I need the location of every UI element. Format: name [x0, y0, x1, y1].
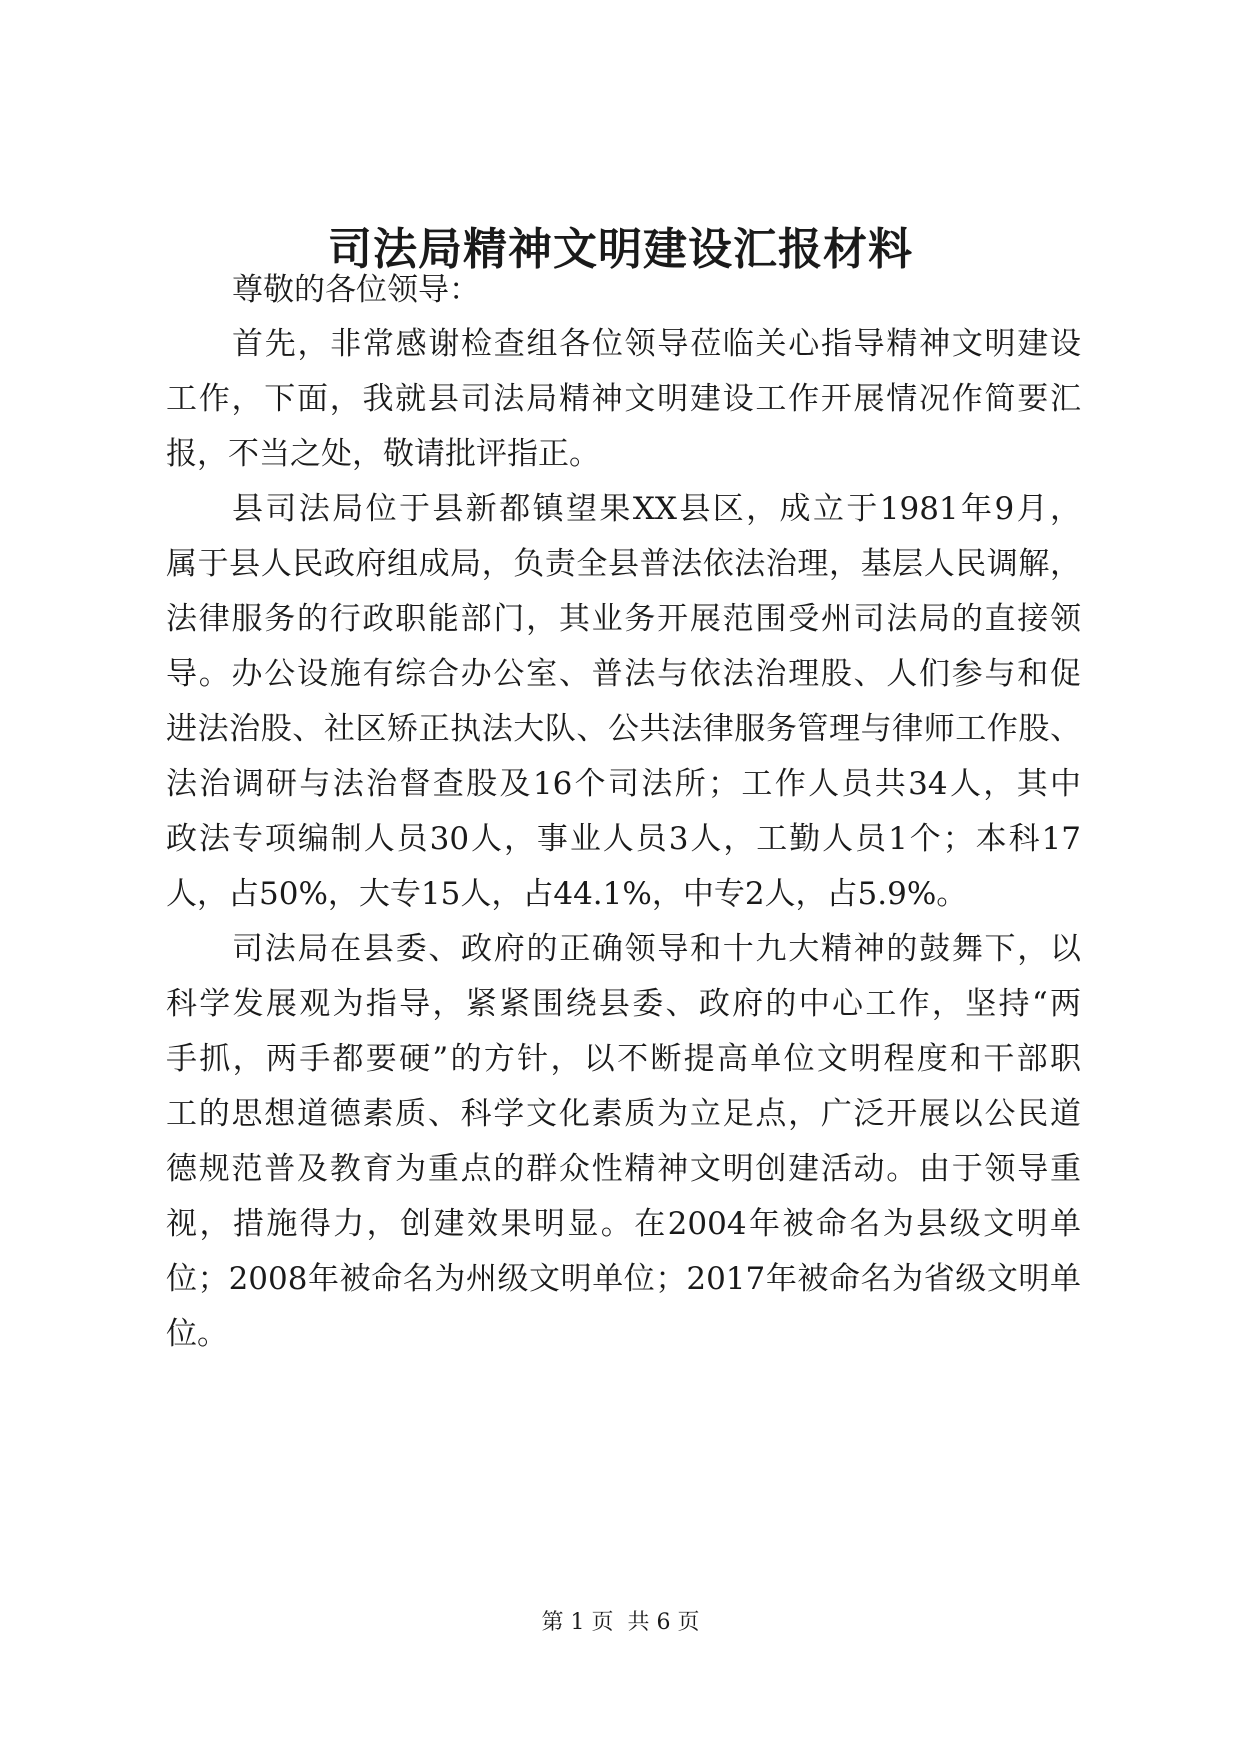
paragraph-line: 进法治股、社区矫正执法大队、公共法律服务管理与律师工作股、	[166, 711, 1081, 747]
paragraph-line: 手抓，两手都要硬”的方针，以不断提高单位文明程度和干部职	[166, 1041, 1081, 1077]
paragraph-line: 科学发展观为指导，紧紧围绕县委、政府的中心工作，坚持“两	[166, 986, 1081, 1022]
salutation: 尊敬的各位领导：	[232, 272, 480, 308]
paragraph-line: 位；2008年被命名为州级文明单位；2017年被命名为省级文明单	[166, 1261, 1081, 1297]
paragraph-line: 政法专项编制人员30人，事业人员3人，工勤人员1个；本科17	[166, 821, 1081, 857]
paragraph-line: 首先，非常感谢检查组各位领导莅临关心指导精神文明建设	[232, 326, 1081, 362]
page-number-footer: 第 1 页 共 6 页	[541, 1610, 700, 1635]
paragraph-line: 法治调研与法治督查股及16个司法所；工作人员共34人，其中	[166, 766, 1081, 802]
document-title: 司法局精神文明建设汇报材料	[328, 224, 913, 275]
paragraph-line: 县司法局位于县新都镇望果XX县区，成立于1981年9月，	[232, 491, 1081, 527]
paragraph-line: 视，措施得力，创建效果明显。在2004年被命名为县级文明单	[166, 1206, 1081, 1242]
paragraph-line: 属于县人民政府组成局，负责全县普法依法治理，基层人民调解，	[166, 546, 1081, 582]
paragraph-line: 导。办公设施有综合办公室、普法与依法治理股、人们参与和促	[166, 656, 1081, 692]
paragraph-line: 德规范普及教育为重点的群众性精神文明创建活动。由于领导重	[166, 1151, 1081, 1187]
paragraph-line: 人，占50%，大专15人，占44.1%，中专2人，占5.9%。	[166, 876, 968, 912]
paragraph-line: 工的思想道德素质、科学文化素质为立足点，广泛开展以公民道	[166, 1096, 1081, 1132]
paragraph-line: 位。	[166, 1316, 228, 1352]
paragraph-line: 报，不当之处，敬请批评指正。	[166, 436, 600, 472]
paragraph-line: 司法局在县委、政府的正确领导和十九大精神的鼓舞下，以	[232, 931, 1081, 967]
paragraph-line: 工作，下面，我就县司法局精神文明建设工作开展情况作简要汇	[166, 381, 1081, 417]
paragraph-line: 法律服务的行政职能部门，其业务开展范围受州司法局的直接领	[166, 601, 1081, 637]
